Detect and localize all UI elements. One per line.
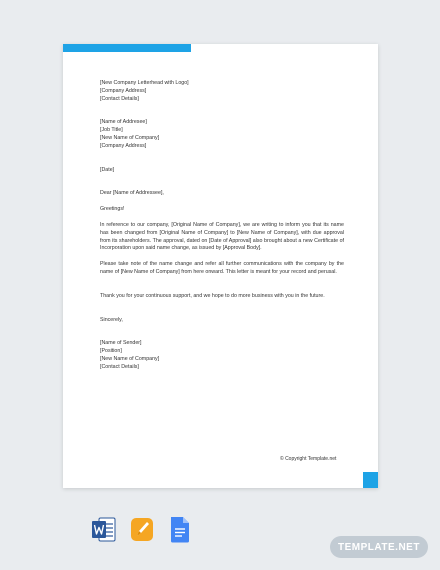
salutation: Dear [Name of Addressee],	[100, 190, 164, 197]
signature-line: [Name of Sender]	[100, 340, 142, 347]
recipient-line: [Job Title]	[100, 127, 123, 134]
letterhead-line: [Contact Details]	[100, 95, 139, 102]
app-icons	[92, 514, 190, 544]
signature-block	[100, 340, 344, 371]
letterhead-block	[100, 80, 344, 103]
letterhead-line: [New Company Letterhead with Logo]	[100, 80, 189, 86]
google-docs-icon[interactable]	[168, 516, 190, 543]
signature-line: [Position]	[100, 348, 122, 355]
template-net-badge[interactable]: TEMPLATE.NET	[330, 536, 428, 558]
letterhead-line: [Company Address]	[100, 87, 147, 94]
word-icon[interactable]	[92, 516, 114, 543]
copyright-footer: © Copyright Template.net	[280, 456, 337, 462]
closing: Sincerely,	[100, 316, 123, 323]
recipient-block	[100, 119, 344, 150]
paragraph-notice: Please take note of the name change and refer all further communications with the company by the name of [New Name of Company] from here onward. This letter is meant for your record and perusal.	[100, 261, 344, 275]
paragraph-thanks: Thank you for your continuous support, and we hope to do more business with you in the future.	[100, 292, 325, 299]
paragraph-intro: In reference to our company, [Original Name of Company], we are writing to inform you that its name has been changed from [Original Name of Company] to [New Name of Company], with due approval from its shareholders. The approval, dated on [Date of Approval] also brought about a new Certificate of Incorporation upon said name change, as issued by [Approval Body].	[100, 221, 344, 252]
letter-date: [Date]	[100, 166, 115, 173]
signature-line: [Contact Details]	[100, 363, 139, 370]
recipient-line: [Company Address]	[100, 142, 147, 149]
pages-icon[interactable]	[130, 516, 152, 543]
top-accent-bar	[63, 44, 191, 52]
recipient-line: [New Name of Company]	[100, 134, 160, 141]
signature-line: [New Name of Company]	[100, 355, 160, 362]
recipient-line: [Name of Addresee]	[100, 119, 147, 126]
bottom-accent-square	[363, 472, 378, 488]
letter-body	[100, 80, 344, 372]
greeting: Greetings!	[100, 206, 125, 213]
